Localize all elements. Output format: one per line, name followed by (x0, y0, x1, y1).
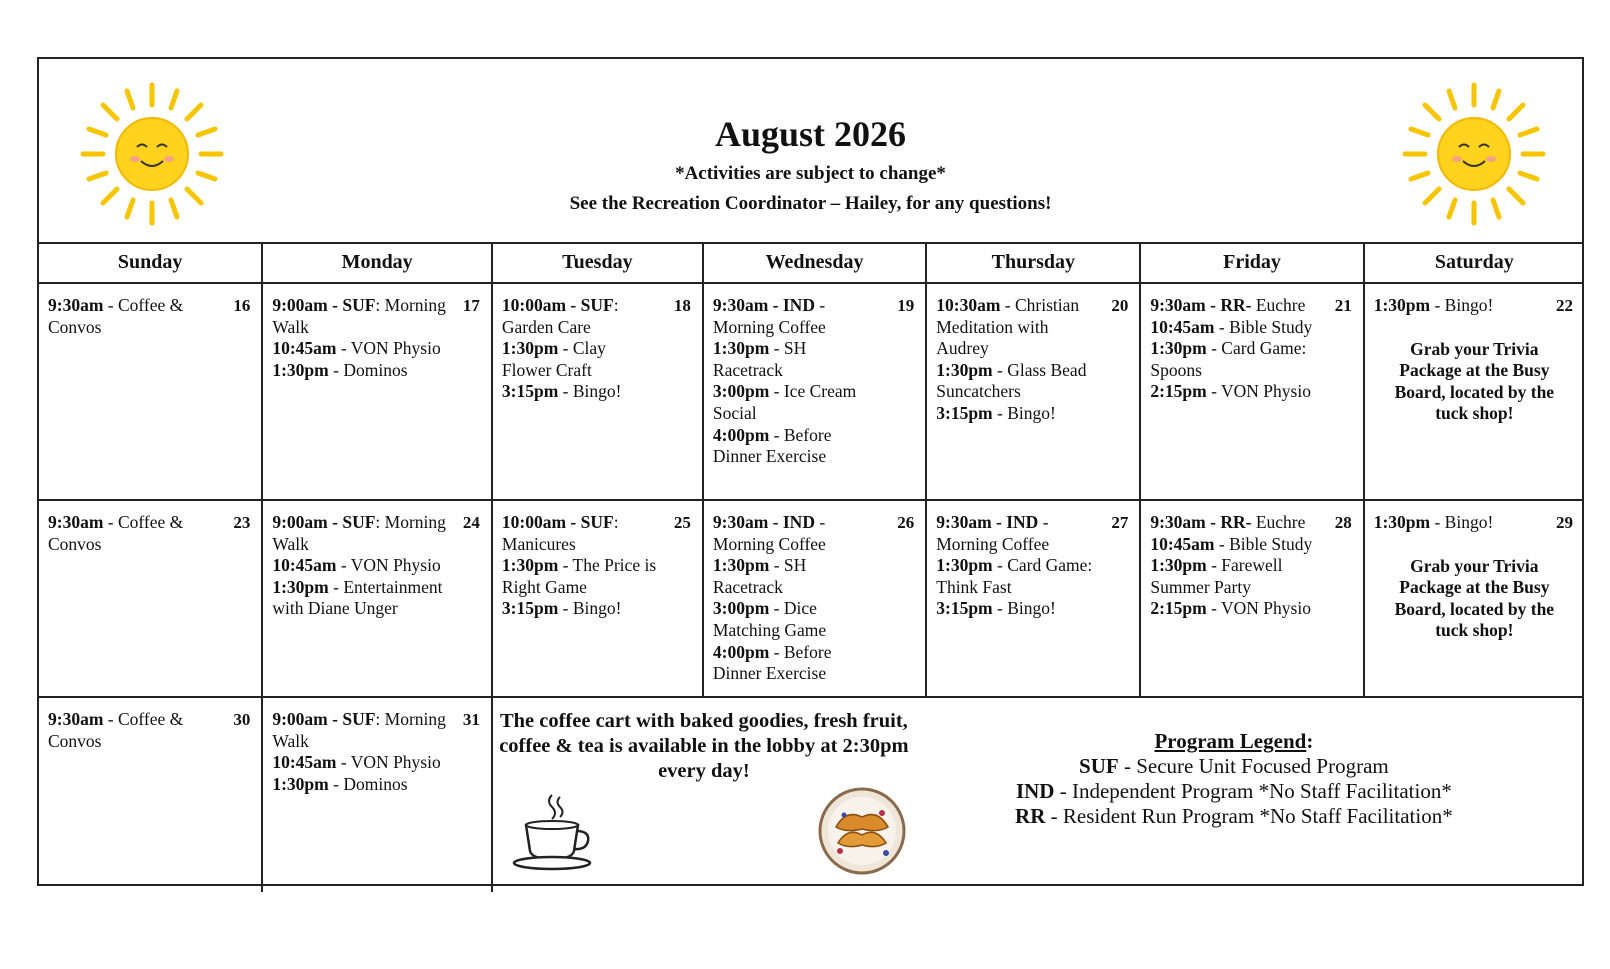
event-list (1374, 295, 1575, 317)
event-text: - Coffee & Convos (48, 512, 184, 554)
event-text: - Coffee & Convos (48, 709, 184, 751)
legend-item (964, 804, 1504, 829)
event-time: 1:30pm (1150, 555, 1207, 576)
coffee-cup-icon (512, 791, 596, 871)
event-text: - Dominos (328, 359, 408, 380)
trivia-note: Grab your Trivia Package at the Busy Board, located by the tuck shop! (1394, 338, 1555, 424)
event-time: 1:30pm (272, 773, 329, 794)
event-list (713, 295, 916, 468)
event-list (1374, 512, 1575, 534)
page-title: August 2026 (714, 114, 907, 154)
event-item (48, 512, 216, 555)
event-time: 10:00am - SUF (501, 512, 614, 532)
weekday-header: Monday (262, 242, 492, 283)
event-item (502, 512, 657, 555)
event-text: - Bible Study (1214, 316, 1313, 337)
event-item (713, 598, 880, 641)
event-item (936, 512, 1094, 555)
contact-line: See the Recreation Coordinator – Hailey, for any questions! (569, 193, 1052, 214)
event-time: 1:30pm (936, 359, 993, 380)
event-time: 1:30pm (712, 338, 770, 359)
event-time: 9:30am - IND (712, 295, 815, 315)
event-text: : Garden Care (501, 295, 619, 337)
event-text: : Morning Walk (272, 295, 446, 337)
event-text: : Morning Walk (272, 709, 446, 751)
event-time: 9:30am - RR- (1150, 295, 1252, 315)
event-item (502, 295, 657, 338)
event-list (272, 295, 482, 381)
event-time: 9:30am (48, 512, 104, 532)
day-number: 25 (673, 513, 691, 532)
event-item (1150, 338, 1317, 381)
event-text: - Bingo! (992, 598, 1056, 619)
day-cell (492, 500, 703, 697)
day-content (705, 285, 924, 468)
event-time: 4:00pm (712, 641, 770, 662)
program-legend: Program Legend: SUF - Secure Unit Focused Program IND - Independent Program *No Staff Facilitation* RR - Resident Run Program *No Staff Facilitation* (964, 729, 1504, 829)
event-item (272, 338, 446, 360)
legend-title: Program Legend (1154, 729, 1307, 753)
event-time: 2:15pm (1150, 598, 1207, 619)
day-cell (1140, 283, 1363, 500)
day-cell (262, 697, 492, 892)
day-cell (1364, 500, 1584, 697)
event-item (502, 555, 657, 598)
legend-code: SUF (1079, 754, 1119, 778)
event-item (713, 512, 880, 555)
day-number: 24 (462, 513, 480, 532)
event-list (272, 709, 482, 795)
event-time: 1:30pm (1150, 338, 1207, 359)
day-number: 27 (1111, 513, 1129, 532)
event-list (936, 512, 1130, 620)
event-text: - Before Dinner Exercise (712, 641, 832, 684)
weekday-header: Thursday (926, 242, 1140, 283)
event-text: - The Price is Right Game (501, 555, 657, 597)
day-content (1366, 502, 1583, 642)
day-number: 22 (1556, 296, 1573, 315)
event-time: 2:15pm (1150, 381, 1207, 402)
event-list (502, 295, 693, 403)
event-text: - Bingo! (558, 598, 622, 619)
event-item (502, 338, 657, 381)
event-time: 9:30am (48, 295, 104, 315)
event-time: 9:00am - SUF (272, 295, 376, 315)
day-content (1142, 502, 1361, 620)
day-number: 28 (1334, 513, 1352, 532)
weekday-header: Friday (1140, 242, 1363, 283)
day-content (705, 502, 924, 685)
event-item (502, 381, 657, 403)
event-text: - Bible Study (1214, 533, 1313, 554)
event-item (936, 295, 1094, 360)
event-item (713, 381, 880, 424)
event-item (272, 555, 446, 577)
event-text: - Entertainment with Diane Unger (272, 576, 443, 619)
event-time: 9:30am - RR- (1150, 512, 1252, 532)
event-list (936, 295, 1130, 425)
event-text: - Dominos (328, 773, 408, 794)
legend-code: IND (1015, 779, 1055, 803)
event-text: - Morning Coffee (712, 295, 826, 337)
weekday-header-row (39, 242, 1584, 283)
event-text: - Morning Coffee (936, 512, 1050, 554)
weekday-header: Tuesday (492, 242, 703, 283)
event-item (936, 403, 1094, 425)
event-text: - Bingo! (558, 381, 622, 402)
day-number: 26 (897, 513, 915, 532)
event-list (48, 295, 252, 338)
event-text: : Manicures (501, 512, 619, 554)
weekday-header: Sunday (39, 242, 262, 283)
weekday-header: Saturday (1364, 242, 1584, 283)
event-time: 3:15pm (501, 598, 559, 619)
event-text: - Card Game: Think Fast (936, 555, 1093, 597)
event-time: 1:30pm (712, 555, 770, 576)
event-text: - SH Racetrack (712, 338, 807, 380)
event-item (272, 577, 446, 620)
day-content (1366, 285, 1583, 425)
calendar-grid (39, 242, 1584, 892)
day-content (264, 699, 490, 795)
event-list (1150, 295, 1353, 403)
event-item (272, 360, 446, 382)
event-time: 9:30am - IND (936, 512, 1039, 532)
day-cell (703, 500, 926, 697)
day-number: 18 (673, 296, 691, 315)
event-item (1150, 534, 1317, 556)
event-text: - Card Game: Spoons (1150, 338, 1307, 380)
day-cell (703, 283, 926, 500)
day-cell (39, 500, 262, 697)
day-cell (926, 500, 1140, 697)
event-time: 9:30am (48, 709, 104, 729)
event-item (713, 338, 880, 381)
event-text: : Morning Walk (272, 512, 446, 554)
legend-code: RR (1015, 804, 1046, 828)
week-row (39, 283, 1584, 500)
event-text: - Ice Cream Social (712, 381, 857, 423)
event-text: - SH Racetrack (712, 555, 807, 597)
event-item (936, 360, 1094, 403)
info-panel (494, 699, 1583, 889)
event-item (48, 709, 216, 752)
info-cell (492, 697, 1584, 892)
event-time: 1:30pm (501, 555, 559, 576)
day-cell (262, 283, 492, 500)
calendar-header (39, 59, 1582, 244)
event-time: 10:45am (272, 338, 337, 359)
event-item (713, 295, 880, 338)
event-text: - Farewell Summer Party (1150, 555, 1283, 597)
event-time: 3:15pm (936, 402, 993, 423)
event-text: - Coffee & Convos (48, 295, 184, 337)
day-number: 29 (1556, 513, 1573, 532)
day-cell (926, 283, 1140, 500)
event-time: 1:30pm (1373, 512, 1431, 532)
week-row (39, 500, 1584, 697)
week-row (39, 697, 1584, 892)
day-content (1142, 285, 1361, 403)
croissant-plate-icon (816, 785, 908, 877)
day-cell (262, 500, 492, 697)
day-cell (39, 697, 262, 892)
event-item (1374, 295, 1539, 317)
event-text: - VON Physio (336, 338, 441, 359)
day-content (40, 699, 260, 752)
event-text: - Bingo! (1430, 512, 1494, 532)
event-item (1150, 555, 1317, 598)
coffee-cart-notice: The coffee cart with baked goodies, fresh fruit, coffee & tea is available in the lobby at 2:30pm every day! (499, 710, 909, 782)
event-item (1150, 317, 1317, 339)
event-text: - VON Physio (336, 555, 441, 576)
event-text: - Glass Bead Suncatchers (936, 359, 1087, 402)
event-item (1150, 295, 1317, 317)
sun-icon (1399, 79, 1549, 229)
day-number: 19 (897, 296, 915, 315)
event-list (272, 512, 482, 620)
event-time: 1:30pm (1373, 295, 1431, 315)
day-cell (1364, 283, 1584, 500)
event-time: 1:30pm (501, 338, 559, 359)
legend-item (964, 754, 1504, 779)
event-list (48, 709, 252, 752)
event-text: - Before Dinner Exercise (712, 424, 832, 467)
event-text: - VON Physio (1206, 598, 1311, 619)
day-number: 21 (1334, 296, 1352, 315)
event-item (48, 295, 216, 338)
event-item (272, 295, 446, 338)
trivia-note: Grab your Trivia Package at the Busy Board, located by the tuck shop! (1394, 555, 1555, 641)
legend-text: - Secure Unit Focused Program (1118, 754, 1389, 778)
day-content (928, 502, 1138, 620)
day-number: 17 (462, 296, 480, 315)
event-list (1150, 512, 1353, 620)
event-time: 4:00pm (712, 424, 770, 445)
event-time: 10:45am (1150, 316, 1215, 337)
day-number: 16 (233, 296, 251, 315)
event-text: - Clay Flower Craft (501, 338, 606, 380)
event-time: 9:30am - IND (712, 512, 815, 532)
event-text: Euchre (1251, 512, 1306, 532)
day-cell (1140, 500, 1363, 697)
legend-text: - Independent Program *No Staff Facilitation* (1054, 779, 1452, 803)
event-text: - Christian Meditation with Audrey (936, 295, 1080, 359)
event-item (1150, 512, 1317, 534)
event-time: 3:00pm (712, 381, 770, 402)
event-text: - Dice Matching Game (712, 598, 827, 640)
day-number: 20 (1111, 296, 1129, 315)
day-cell (39, 283, 262, 500)
event-item (713, 642, 880, 685)
event-time: 3:00pm (712, 598, 770, 619)
event-time: 3:15pm (501, 381, 559, 402)
event-time: 10:00am - SUF (501, 295, 614, 315)
event-item (272, 512, 446, 555)
event-item (502, 598, 657, 620)
event-text: Euchre (1251, 295, 1306, 315)
event-time: 10:45am (272, 752, 337, 773)
event-time: 1:30pm (936, 555, 993, 576)
event-text: - Bingo! (1430, 295, 1494, 315)
calendar-frame (37, 57, 1584, 886)
event-time: 10:30am (936, 295, 1001, 315)
event-text: - Morning Coffee (712, 512, 826, 554)
day-content (494, 502, 701, 620)
event-item (1150, 381, 1317, 403)
day-number: 30 (233, 710, 251, 729)
event-time: 3:15pm (936, 598, 993, 619)
event-item (936, 555, 1094, 598)
day-content (264, 285, 490, 381)
event-list (713, 512, 916, 685)
day-number: 23 (233, 513, 251, 532)
event-item (713, 555, 880, 598)
event-time: 9:00am - SUF (272, 512, 376, 532)
event-time: 9:00am - SUF (272, 709, 376, 729)
event-time: 1:30pm (272, 576, 329, 597)
legend-text: - Resident Run Program *No Staff Facilitation* (1045, 804, 1453, 828)
day-number: 31 (462, 710, 480, 729)
event-item (936, 598, 1094, 620)
day-content (494, 285, 701, 403)
event-text: - Bingo! (992, 402, 1056, 423)
weekday-header: Wednesday (703, 242, 926, 283)
legend-item (964, 779, 1504, 804)
event-list (48, 512, 252, 555)
event-item (1150, 598, 1317, 620)
event-time: 1:30pm (272, 359, 329, 380)
day-content (928, 285, 1138, 425)
event-list (502, 512, 693, 620)
event-text: - VON Physio (1206, 381, 1311, 402)
event-time: 10:45am (1150, 533, 1215, 554)
day-content (40, 502, 260, 555)
page-subtitle: *Activities are subject to change* (675, 163, 946, 184)
event-item (713, 425, 880, 468)
day-cell (492, 283, 703, 500)
event-item (272, 709, 446, 752)
day-content (40, 285, 260, 338)
event-item (1374, 512, 1539, 534)
event-item (272, 774, 446, 796)
event-item (272, 752, 446, 774)
event-time: 10:45am (272, 555, 337, 576)
day-content (264, 502, 490, 620)
event-text: - VON Physio (336, 752, 441, 773)
